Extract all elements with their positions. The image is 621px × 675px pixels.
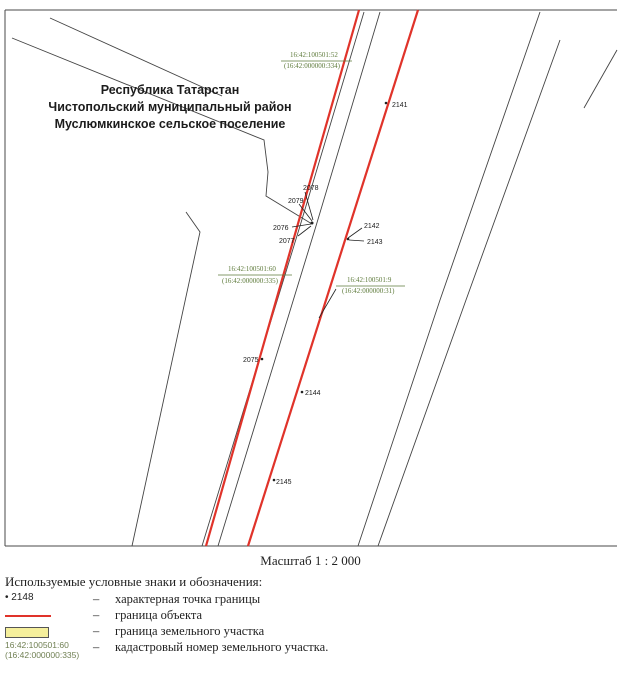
parcel-boundary-left-field (132, 212, 200, 546)
legend-title: Используемые условные знаки и обозначения: (5, 574, 263, 589)
point-marker-2145 (273, 479, 276, 482)
point-label-2145: 2145 (276, 479, 292, 486)
point-label-2142: 2142 (364, 223, 380, 230)
legend-row-point (5, 592, 617, 608)
point-marker-2075 (261, 358, 264, 361)
leader-2076 (292, 224, 311, 227)
legend-row-parcel (5, 624, 617, 640)
legend-row-object (5, 608, 617, 624)
legend-cadastral-symbol-line1: 16:42:100501:60 (5, 640, 69, 650)
region-title-district: Чистопольский муниципальный район (48, 100, 292, 114)
cadastral-label-middle-left-line2: (16:42:000000:335) (222, 277, 278, 285)
legend-dash: – (93, 640, 100, 654)
legend-point-desc: характерная точка границы (115, 592, 261, 606)
legend-cadastral-desc: кадастровый номер земельного участка. (115, 640, 329, 654)
legend-row-cadastral (5, 640, 617, 662)
legend-parcel-symbol (5, 624, 85, 640)
legend-object-symbol (5, 608, 85, 624)
point-label-2076: 2076 (273, 225, 289, 232)
parcel-fill-icon (5, 627, 49, 638)
cadastral-label-top-line2: (16:42:000000:334) (284, 62, 340, 70)
red-line-icon (5, 615, 51, 617)
legend-cadastral-symbol-line2: (16:42:000000:335) (5, 650, 80, 660)
map-scale: Масштаб 1 : 2 000 (260, 553, 361, 568)
legend-dash: – (93, 624, 100, 638)
region-title-settlement: Муслюмкинское сельское поселение (54, 117, 286, 131)
legend-object-desc: граница объекта (115, 608, 203, 622)
legend-point-symbol: • 2148 (5, 592, 34, 603)
point-label-2079: 2079 (288, 198, 304, 205)
leader-2143 (349, 240, 364, 241)
region-title-republic: Республика Татарстан (100, 83, 240, 97)
cadastral-label-middle-right-line2: (16:42:000000:31) (342, 287, 395, 295)
point-marker-2141 (385, 102, 388, 105)
point-label-2141: 2141 (392, 102, 408, 109)
leader-2142 (348, 228, 362, 238)
parcel-boundary-right-field (584, 50, 617, 108)
point-label-2077: 2077 (279, 238, 295, 245)
legend (5, 574, 617, 662)
cadastral-label-middle-right-line1: 16:42:100501:9 (347, 276, 392, 284)
legend-dash: – (93, 592, 100, 606)
point-marker-2142 (347, 238, 350, 241)
legend-parcel-desc: граница земельного участка (115, 624, 265, 638)
cadastral-label-middle-left-line1: 16:42:100501:60 (228, 265, 276, 273)
region-title (40, 82, 300, 133)
point-label-2075: 2075 (243, 357, 259, 364)
cadastral-label-top-line1: 16:42:100501:52 (290, 51, 338, 59)
point-label-2078: 2078 (303, 185, 319, 192)
parcel-boundary-right-outer (378, 40, 560, 546)
point-marker-2076 (311, 222, 314, 225)
legend-cadastral-symbol (5, 640, 85, 660)
point-label-2144: 2144 (305, 390, 321, 397)
point-marker-2144 (301, 391, 304, 394)
legend-dash: – (93, 608, 100, 622)
point-label-2143: 2143 (367, 239, 383, 246)
